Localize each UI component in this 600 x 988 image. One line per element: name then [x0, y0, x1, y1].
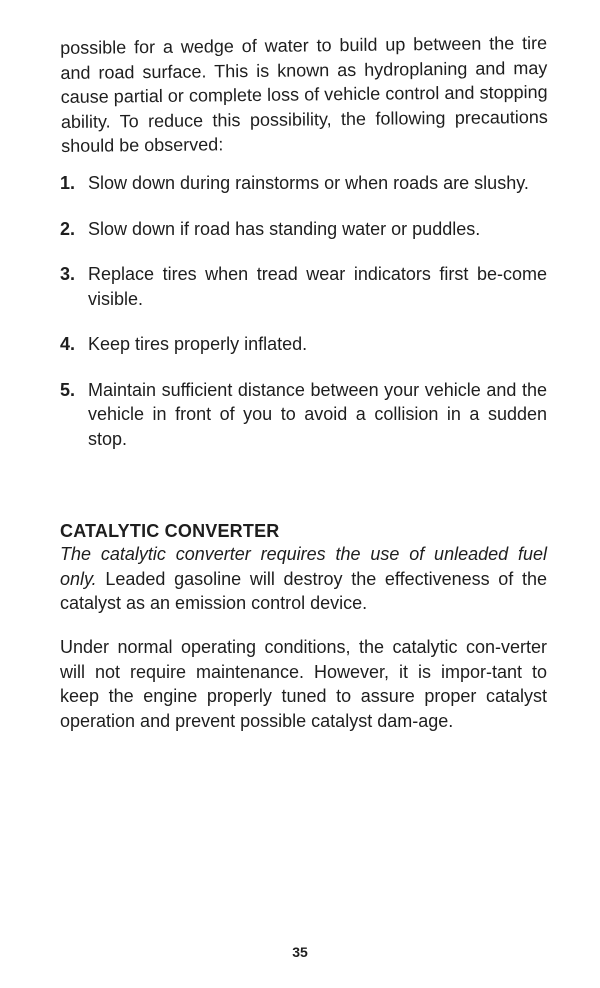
intro-paragraph: possible for a wedge of water to build up between the tire and road surface. This is known as hydroplaning and may cause partial or complete loss of vehicle control and stopping ability. To reduce this possibility, the following precautions should be observed: — [60, 32, 548, 156]
precaution-text: Maintain sufficient distance between your vehicle and the vehicle in front of you to avoid a collision in a sudden stop. — [88, 379, 547, 449]
precaution-item-5 — [60, 378, 547, 452]
leaded-gasoline-warning: Leaded gasoline will destroy the effectiveness of the catalyst as an emission control device. — [60, 568, 547, 613]
precaution-number: 5. — [60, 379, 76, 400]
precaution-item-2 — [60, 217, 547, 242]
section-heading-catalytic-converter: CATALYTIC CONVERTER — [60, 521, 280, 541]
precaution-number: 1. — [60, 173, 76, 193]
precautions-list — [60, 171, 547, 472]
precaution-number: 3. — [60, 264, 76, 284]
page-number: 35 — [292, 944, 308, 960]
unleaded-fuel-notice: The catalytic converter requires the use of unleaded fuel only. — [60, 544, 547, 589]
precaution-number: 4. — [60, 334, 76, 354]
precaution-text: Keep tires properly inflated. — [88, 334, 308, 354]
precaution-text: Slow down during rainstorms or when roads are slushy. — [88, 173, 529, 193]
catalytic-paragraph-1 — [60, 542, 547, 616]
precaution-text: Slow down if road has standing water or puddles. — [88, 218, 481, 239]
precaution-item-1 — [60, 171, 547, 196]
precaution-item-4 — [60, 332, 547, 357]
precaution-number: 2. — [60, 218, 76, 239]
catalytic-paragraph-2: Under normal operating conditions, the catalytic con-verter will not require maintenance. However, it is impor-tant to keep the engine properly tuned to assure proper catalyst operation and prevent possible catalyst dam-age. — [60, 637, 547, 731]
precaution-text: Replace tires when tread wear indicators first be-come visible. — [88, 264, 547, 309]
precaution-item-3 — [60, 262, 547, 311]
